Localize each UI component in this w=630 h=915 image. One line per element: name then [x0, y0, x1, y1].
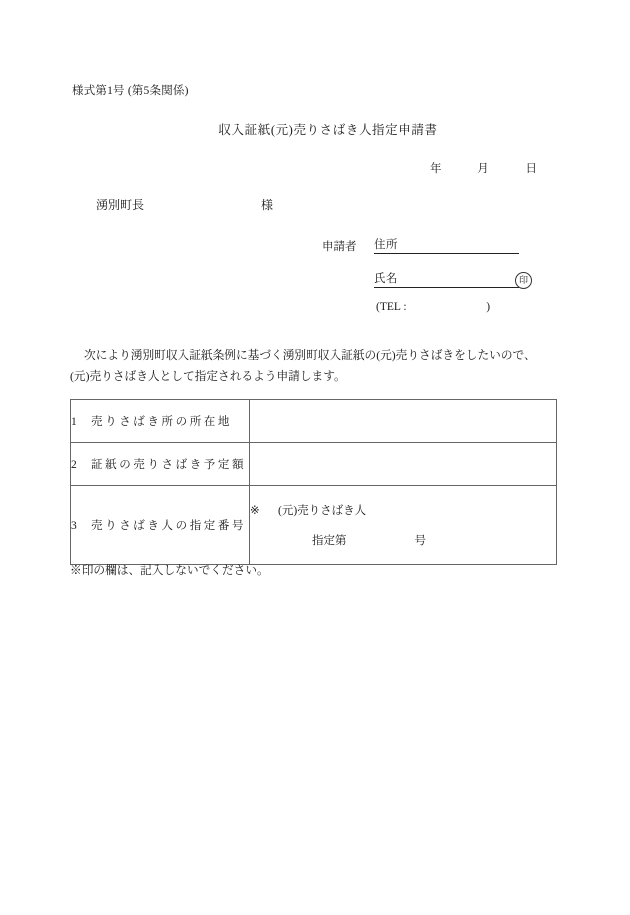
applicant-address-label: 住所 [374, 239, 398, 251]
official-use-text: (元)売りさばき人 [278, 505, 367, 517]
seal-icon: 印 [515, 272, 532, 289]
application-table [70, 399, 557, 565]
applicant-heading: 申請者 [322, 241, 357, 253]
table-row-2-value-cell[interactable] [250, 443, 557, 486]
addressee-honorific: 様 [261, 198, 274, 212]
designation-prefix: 指定第 [312, 535, 347, 547]
date-year-label: 年 [430, 163, 442, 175]
body-paragraph [70, 345, 562, 387]
table-row-1-label: 売りさばき所の所在地 [91, 416, 232, 428]
table-row-3-number: 3 [71, 520, 77, 532]
applicant-name-row [322, 266, 528, 288]
date-line [430, 160, 537, 176]
official-use-line [250, 502, 556, 518]
footnote: ※印の欄は、記入しないでください。 [70, 564, 269, 577]
table-row-3-value-cell[interactable] [250, 486, 557, 565]
body-line-2: (元)売りさばき人として指定されるよう申請します。 [70, 370, 346, 383]
table-row [71, 400, 557, 443]
table-row-1-label-cell [71, 400, 250, 443]
table-row-1-number: 1 [71, 416, 77, 428]
addressee-name: 湧別町長 [96, 198, 145, 212]
table-row-3-label-cell [71, 486, 250, 565]
table-row [71, 443, 557, 486]
applicant-address-row [322, 232, 519, 254]
page-title: 収入証紙(元)売りさばき人指定申請書 [218, 123, 438, 137]
table-row-1-value-cell[interactable] [250, 400, 557, 443]
designation-suffix: 号 [414, 535, 426, 547]
table-row-2-number: 2 [71, 459, 77, 471]
designation-number-line [250, 532, 556, 548]
table-row-2-label: 証紙の売りさばき予定額 [91, 459, 247, 471]
tel-close-paren: ) [486, 301, 491, 313]
addressee-line [96, 196, 273, 213]
table-row-3-label: 売りさばき人の指定番号 [91, 520, 247, 532]
table-row-2-label-cell [71, 443, 250, 486]
form-number: 様式第1号 (第5条関係) [72, 85, 189, 97]
date-day-label: 日 [525, 163, 537, 175]
body-line-1: 次により湧別町収入証紙条例に基づく湧別町収入証紙の(元)売りさばきをしたいので、 [84, 349, 536, 362]
applicant-name-label: 氏名 [374, 273, 398, 285]
applicant-name-field[interactable] [374, 270, 528, 288]
applicant-tel-row [322, 301, 519, 313]
applicant-block [322, 232, 528, 313]
asterisk-mark-icon: ※ [250, 505, 260, 517]
date-month-label: 月 [477, 163, 489, 175]
applicant-address-field[interactable] [374, 236, 519, 254]
tel-label: (TEL : [376, 301, 407, 313]
table-row [71, 486, 557, 565]
